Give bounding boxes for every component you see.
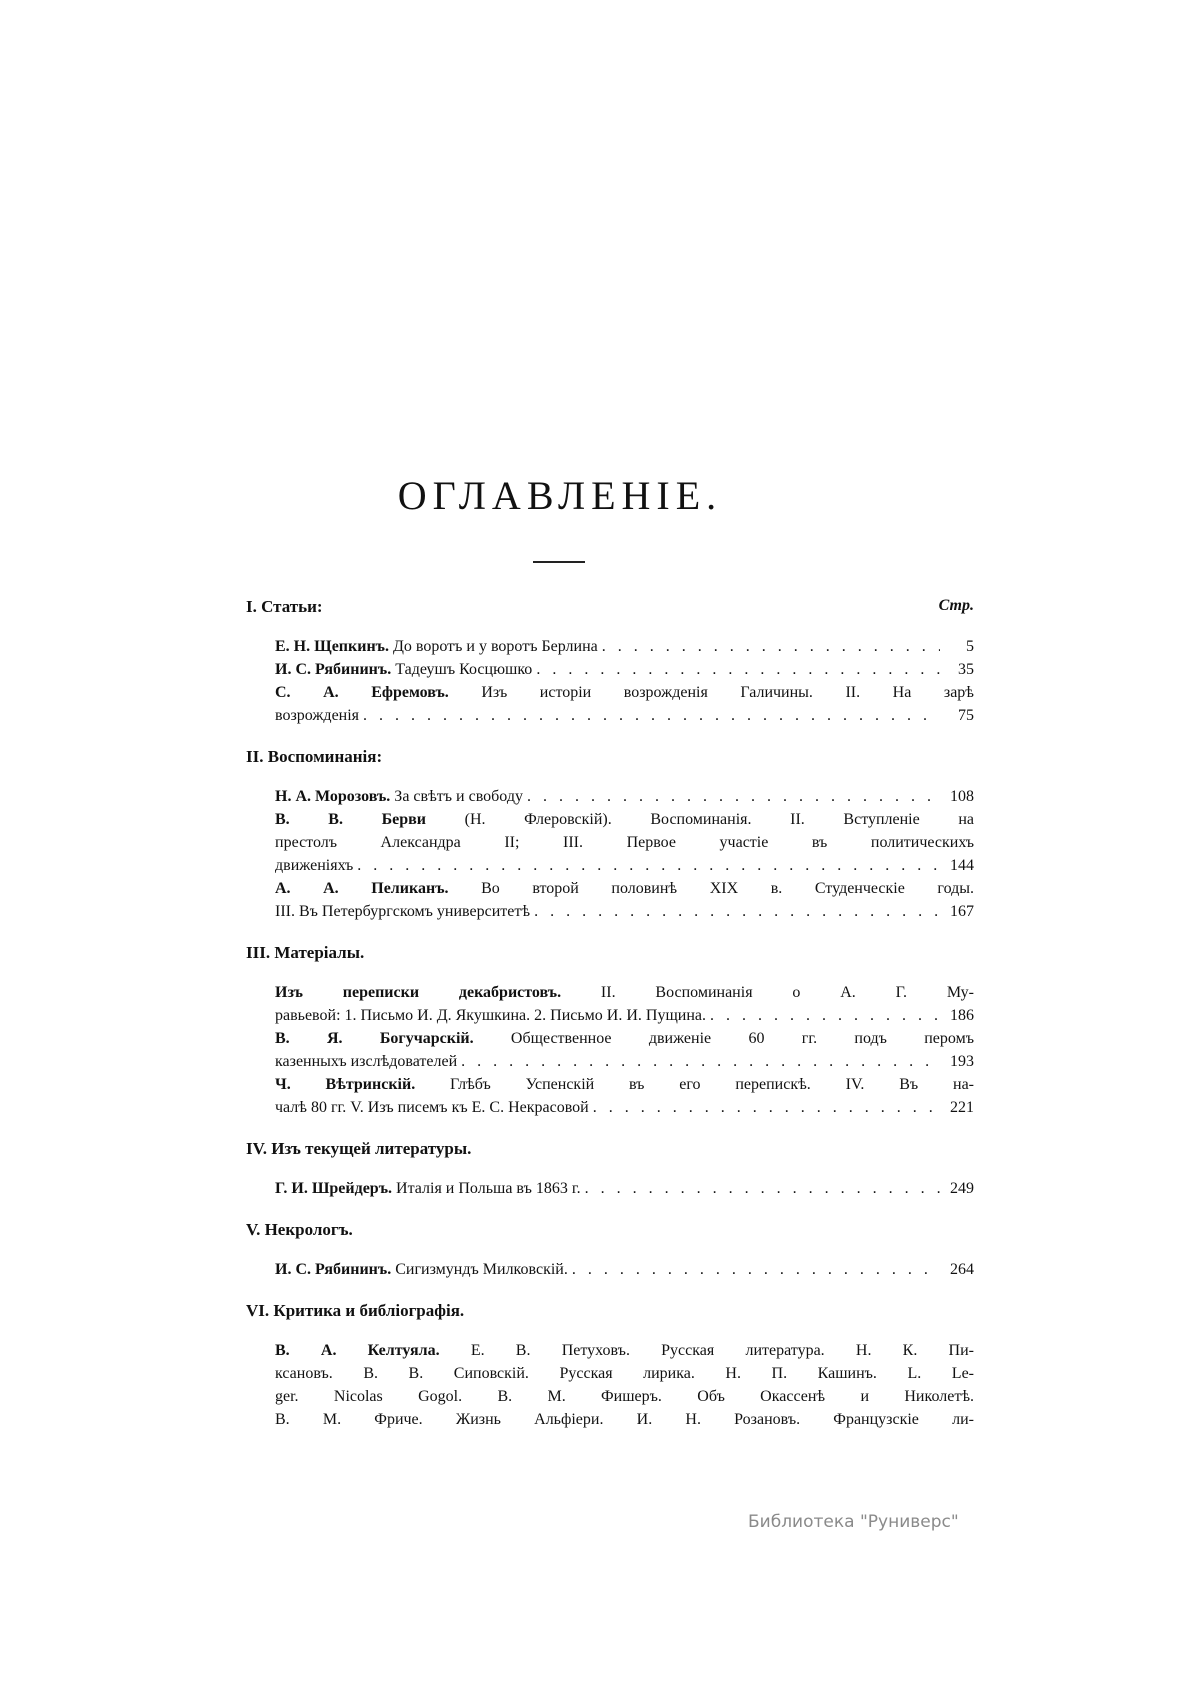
section-title: IV. Изъ текущей литературы. [246, 1139, 472, 1158]
toc-entry-line [275, 900, 974, 923]
section-title: VI. Критика и библіографія. [246, 1301, 465, 1320]
toc-entry-line [275, 1339, 974, 1362]
leader-dots [461, 1050, 940, 1073]
toc-entry-line [275, 877, 974, 900]
entry-page-number: 249 [950, 1180, 974, 1197]
toc-entry-line [275, 808, 974, 831]
toc-entry-line [275, 831, 974, 854]
entry-text: III. Въ Петербургскомъ университетѣ [275, 903, 531, 920]
table-of-contents [246, 597, 974, 1431]
toc-entry-line [275, 1027, 974, 1050]
toc-entry-line [275, 981, 974, 1004]
entry-text: В. В. Берви (Н. Флеровскій). Воспоминанія. II. Вступленіе на [275, 811, 974, 828]
section-entries [275, 1339, 974, 1431]
section-heading [246, 597, 974, 621]
leader-dots [527, 785, 940, 808]
entry-page-number: 75 [958, 707, 974, 724]
entry-author: А. А. Пеликанъ. [275, 880, 449, 897]
entry-text: чалѣ 80 гг. V. Изъ писемъ къ Е. С. Некрасовой [275, 1099, 589, 1116]
page-title: ОГЛАВЛЕНІЕ. [397, 472, 723, 518]
entry-author: Г. И. Шрейдеръ. [275, 1180, 393, 1197]
entry-page-number: 186 [950, 1007, 974, 1024]
entry-page-number: 108 [950, 788, 974, 805]
entry-text: В. М. Фриче. Жизнь Альфіери. И. Н. Розановъ. Французскіе ли- [275, 1411, 974, 1428]
section-heading [246, 1139, 974, 1163]
section-title: II. Воспоминанія: [246, 747, 383, 766]
section-entries [275, 1177, 974, 1200]
leader-dots [357, 854, 940, 877]
entry-text: Г. И. Шрейдеръ. Италія и Польша въ 1863 г. [275, 1180, 581, 1197]
leader-dots [363, 704, 940, 727]
section-title: V. Некрологъ. [246, 1220, 353, 1239]
entry-page-number: 264 [950, 1261, 974, 1278]
toc-entry-line [275, 785, 974, 808]
leader-dots [602, 635, 940, 658]
toc-entry-line [275, 1177, 974, 1200]
toc-entry-line [275, 1408, 974, 1431]
entry-text: движеніяхъ [275, 857, 354, 874]
entry-text: С. А. Ефремовъ. Изъ исторіи возрожденія Галичины. II. На зарѣ [275, 684, 974, 701]
leader-dots [585, 1177, 940, 1200]
title-divider [533, 561, 585, 563]
entry-text: Ч. Вѣтринскій. Глѣбъ Успенскій въ его перепискѣ. IV. Въ на- [275, 1076, 974, 1093]
leader-dots [710, 1004, 940, 1027]
section-entries [275, 981, 974, 1119]
entry-text: В. А. Келтуяла. Е. В. Петуховъ. Русская литература. Н. К. Пи- [275, 1342, 974, 1359]
entry-text: ger. Nicolas Gogol. В. М. Фишеръ. Объ Окассенѣ и Николетѣ. [275, 1388, 974, 1405]
entry-text: Н. А. Морозовъ. За свѣтъ и свободу [275, 788, 523, 805]
entry-page-number: 193 [950, 1053, 974, 1070]
entry-author: Изъ переписки декабристовъ. [275, 984, 562, 1001]
toc-entry-line [275, 1073, 974, 1096]
entry-author: В. А. Келтуяла. [275, 1342, 440, 1359]
entry-page-number: 167 [950, 903, 974, 920]
entry-text: Изъ переписки декабристовъ. II. Воспоминанія о А. Г. Му- [275, 984, 974, 1001]
page-column-label: Стр. [938, 597, 974, 614]
leader-dots [534, 900, 940, 923]
toc-entry-line [275, 658, 974, 681]
entry-author: И. С. Рябининъ. [275, 1261, 392, 1278]
entry-page-number: 221 [950, 1099, 974, 1116]
toc-entry-line [275, 635, 974, 658]
section-entries [275, 785, 974, 923]
entry-page-number: 144 [950, 857, 974, 874]
toc-entry-line [275, 704, 974, 727]
section-title: III. Матеріалы. [246, 943, 365, 962]
toc-entry-line [275, 681, 974, 704]
entry-text: Е. Н. Щепкинъ. До воротъ и у воротъ Берлина [275, 638, 598, 655]
toc-entry-line [275, 1385, 974, 1408]
entry-author: Ч. Вѣтринскій. [275, 1076, 416, 1093]
entry-text: возрожденія [275, 707, 360, 724]
entry-author: В. В. Берви [275, 811, 427, 828]
toc-entry-line [275, 854, 974, 877]
entry-author: В. Я. Богучарскій. [275, 1030, 474, 1047]
entry-text: В. Я. Богучарскій. Общественное движеніе 60 гг. подъ перомъ [275, 1030, 974, 1047]
toc-entry-line [275, 1362, 974, 1385]
section-heading [246, 747, 974, 771]
section-entries [275, 635, 974, 727]
entry-text: И. С. Рябининъ. Сигизмундъ Милковскій. [275, 1261, 568, 1278]
entry-text: казенныхъ изслѣдователей [275, 1053, 458, 1070]
entry-text: И. С. Рябининъ. Тадеушъ Косцюшко [275, 661, 533, 678]
entry-author: И. С. Рябининъ. [275, 661, 392, 678]
entry-text: равьевой: 1. Письмо И. Д. Якушкина. 2. Письмо И. И. Пущина. [275, 1007, 707, 1024]
section-entries [275, 1258, 974, 1281]
entry-text: ксановъ. В. В. Сиповскій. Русская лирика. Н. П. Кашинъ. L. Le- [275, 1365, 974, 1382]
entry-author: Н. А. Морозовъ. [275, 788, 391, 805]
leader-dots [593, 1096, 940, 1119]
toc-entry-line [275, 1004, 974, 1027]
entry-author: Е. Н. Щепкинъ. [275, 638, 389, 655]
toc-entry-line [275, 1096, 974, 1119]
section-title: I. Статьи: [246, 597, 323, 616]
leader-dots [536, 658, 940, 681]
section-heading [246, 1301, 974, 1325]
entry-author: С. А. Ефремовъ. [275, 684, 449, 701]
entry-text: А. А. Пеликанъ. Во второй половинѣ XIX в. Студенческіе годы. [275, 880, 974, 897]
toc-entry-line [275, 1258, 974, 1281]
entry-text: престолъ Александра II; III. Первое участіе въ политическихъ [275, 834, 974, 851]
toc-entry-line [275, 1050, 974, 1073]
library-watermark: Библиотека "Руниверс" [748, 1512, 959, 1532]
leader-dots [572, 1258, 940, 1281]
entry-page-number: 35 [958, 661, 974, 678]
entry-page-number: 5 [966, 638, 974, 655]
section-heading [246, 1220, 974, 1244]
section-heading [246, 943, 974, 967]
